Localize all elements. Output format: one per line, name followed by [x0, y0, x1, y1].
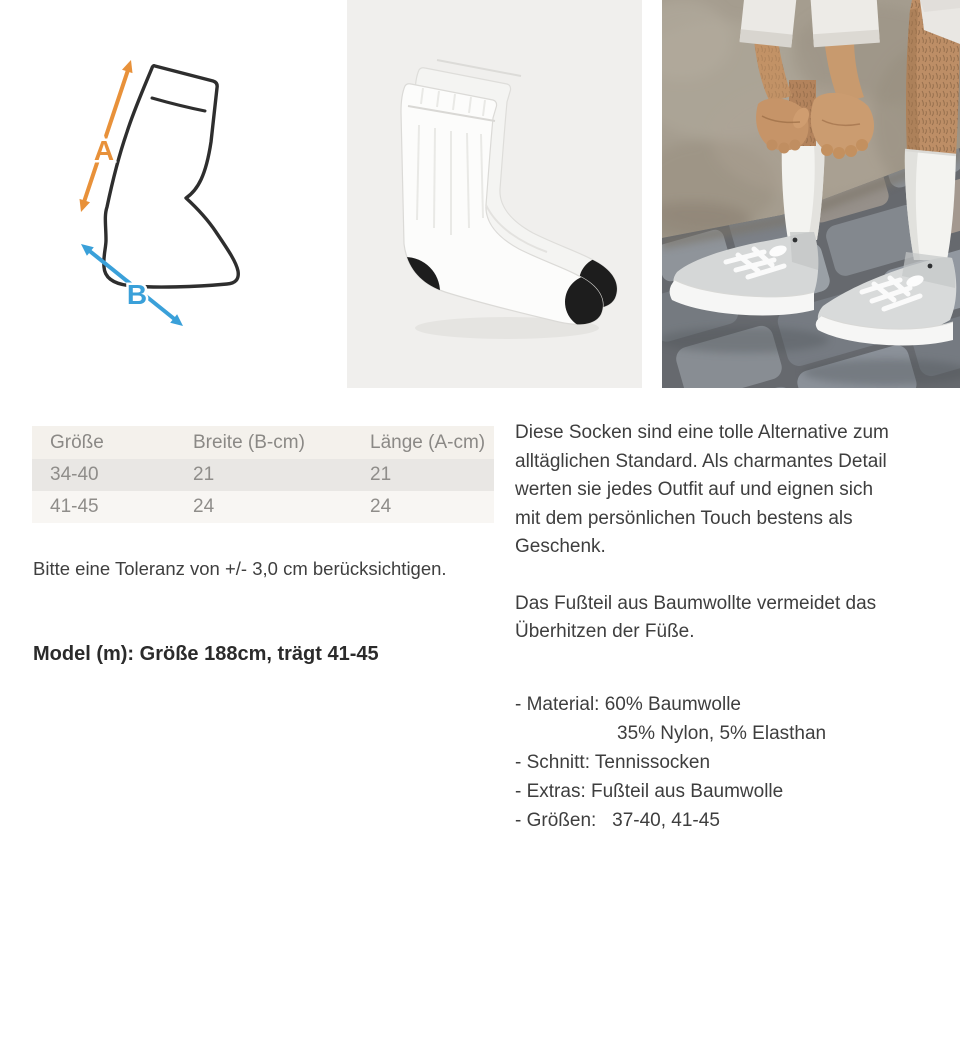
- product-photo-socks-pair: [347, 0, 642, 388]
- sock-cuff-line: [152, 98, 205, 111]
- description-paragraph-1: [515, 419, 889, 562]
- description-paragraph-2: [515, 590, 889, 647]
- column-header-groesse: Größe: [50, 431, 104, 453]
- description-text: mit dem persönlichen Touch bestens als: [515, 507, 853, 529]
- model-size-note: Model (m): Größe 188cm, trägt 41-45: [33, 643, 379, 665]
- size-table-header-row: [32, 426, 494, 459]
- table-cell: 24: [370, 496, 392, 517]
- spec-groessen: - Größen: 37-40, 41-45: [515, 809, 720, 831]
- table-cell: 24: [193, 496, 215, 517]
- tolerance-note: Bitte eine Toleranz von +/- 3,0 cm berücksichtigen.: [33, 558, 447, 579]
- table-cell: 21: [193, 464, 215, 485]
- measure-label-a: A: [93, 135, 115, 166]
- spec-material: - Material: 60% Baumwolle: [515, 693, 741, 715]
- arrow-b-icon: [81, 244, 183, 326]
- sock-measurement-diagram: [55, 30, 255, 342]
- measure-label-b: B: [126, 279, 148, 310]
- spec-extras: - Extras: Fußteil aus Baumwolle: [515, 780, 784, 802]
- description-text: werten sie jedes Outfit auf und eignen sich: [515, 479, 874, 500]
- product-specs-list: [515, 690, 889, 835]
- table-row: [32, 491, 494, 523]
- sock-outline: [104, 66, 238, 287]
- description-text: Diese Socken sind eine tolle Alternative zum: [515, 422, 889, 443]
- column-header-breite: Breite (B-cm): [193, 431, 305, 453]
- table-cell: 21: [370, 464, 392, 485]
- description-text: Überhitzen der Füße.: [515, 621, 695, 642]
- description-text: Das Fußteil aus Baumwollte vermeidet das: [515, 592, 877, 614]
- product-photo-model: [662, 0, 960, 388]
- description-text: alltäglichen Standard. Als charmantes Detail: [515, 450, 887, 472]
- shoe-eyelet: [793, 238, 798, 243]
- column-header-laenge: Länge (A-cm): [370, 431, 486, 453]
- spec-schnitt: - Schnitt: Tennissocken: [515, 751, 711, 773]
- shoe-eyelet: [928, 264, 933, 269]
- product-description: [515, 419, 889, 835]
- spec-material-continued: 35% Nylon, 5% Elasthan: [617, 722, 827, 744]
- description-text: Geschenk.: [515, 536, 606, 557]
- table-row: [32, 459, 494, 491]
- size-table: [32, 426, 494, 523]
- table-cell: 34-40: [50, 464, 99, 485]
- table-cell: 41-45: [50, 496, 99, 517]
